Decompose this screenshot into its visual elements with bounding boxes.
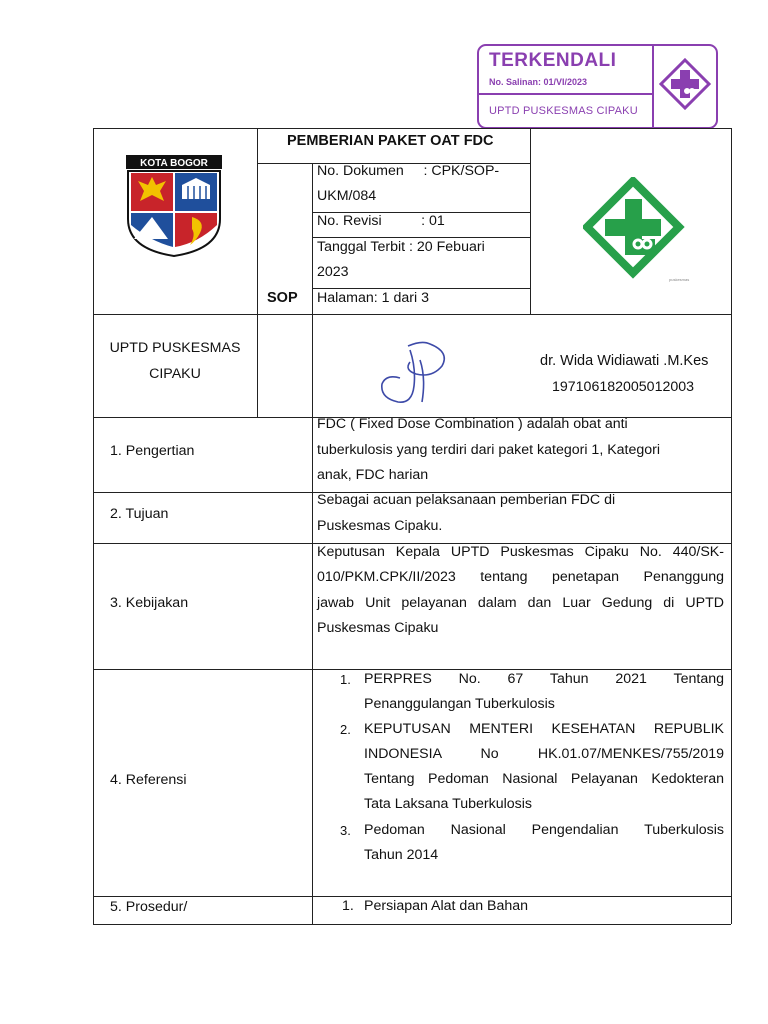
prosedur-item1-text: Persiapan Alat dan Bahan (364, 898, 529, 914)
pengertian-line1: FDC ( Fixed Dose Combination ) adalah obat anti (317, 416, 628, 432)
organization-name-line2: CIPAKU (149, 366, 201, 382)
stamp-copy-number: No. Salinan: 01/VI/2023 (489, 77, 588, 87)
section-prosedur-label: 5. Prosedur/ (110, 899, 188, 915)
prosedur-item1-number: 1. (342, 898, 354, 914)
referensi-item2-line1: KEPUTUSAN MENTERI KESEHATAN REPUBLIK (364, 721, 724, 737)
header-col-divider-1 (257, 128, 258, 417)
signer-name: dr. Wida Widiawati .M.Kes (540, 353, 709, 369)
referensi-item3-line1: Pedoman Nasional Pengendalian Tuberkulosis (364, 822, 724, 838)
stamp-divider-vertical (652, 46, 654, 127)
controlled-stamp (477, 44, 718, 129)
referensi-item2-line2: INDONESIA No HK.01.07/MENKES/755/2019 (364, 746, 724, 762)
kebijakan-line3: jawab Unit pelayanan dalam dan Luar Gedung di UPTD (317, 595, 724, 611)
referensi-item2-number: 2. (340, 722, 351, 737)
section-pengertian-label: 1. Pengertian (110, 443, 195, 459)
tujuan-line2: Puskesmas Cipaku. (317, 518, 443, 534)
issue-date-line1: Tanggal Terbit : 20 Febuari (317, 239, 485, 255)
puskesmas-logo-caption: puskesmas (669, 277, 690, 282)
pengertian-line2: tuberkulosis yang terdiri dari paket kategori 1, Kategori (317, 442, 661, 458)
section-referensi-label: 4. Referensi (110, 772, 187, 788)
kebijakan-line1: Keputusan Kepala UPTD Puskesmas Cipaku No. 440/SK- (317, 544, 724, 560)
referensi-item3-line2: Tahun 2014 (364, 847, 439, 863)
puskesmas-stamp-logo-icon (659, 58, 711, 110)
pengertian-line3: anak, FDC harian (317, 467, 429, 483)
table-border-bottom (93, 924, 731, 925)
referensi-item1-line2: Penanggulangan Tuberkulosis (364, 696, 555, 712)
logo-row-divider (93, 314, 731, 315)
stamp-title: TERKENDALI (489, 50, 617, 71)
signature-image (370, 338, 470, 410)
referensi-item1-line1: PERPRES No. 67 Tahun 2021 Tentang (364, 671, 724, 687)
revision-number: No. Revisi : 01 (317, 213, 445, 229)
issue-date-line2: 2023 (317, 264, 349, 280)
table-border-top (93, 128, 731, 129)
referensi-item3-number: 3. (340, 823, 351, 838)
table-border-left (93, 128, 94, 924)
stamp-divider (479, 93, 652, 95)
document-title: PEMBERIAN PAKET OAT FDC (287, 133, 494, 149)
organization-name-line1: UPTD PUSKESMAS (109, 340, 241, 356)
table-border-right (731, 128, 732, 924)
document-number-line1: No. Dokumen : CPK/SOP- (317, 163, 500, 179)
header-col-divider-2 (312, 163, 313, 417)
kebijakan-line4: Puskesmas Cipaku (317, 620, 439, 636)
stamp-unit-name: UPTD PUSKESMAS CIPAKU (489, 105, 638, 117)
section-tujuan-label: 2. Tujuan (110, 506, 169, 522)
emblem-city-label: KOTA BOGOR (140, 158, 208, 169)
sop-label: SOP (267, 290, 298, 306)
referensi-item2-line4: Tata Laksana Tuberkulosis (364, 796, 532, 812)
kebijakan-line2: 010/PKM.CPK/II/2023 tentang penetapan Penanggung (317, 569, 724, 585)
content-col-divider (312, 417, 313, 924)
signer-nip: 197106182005012003 (552, 379, 695, 395)
header-col-divider-3 (530, 128, 531, 314)
kota-bogor-emblem-icon (126, 155, 222, 257)
document-number-line2: UKM/084 (317, 188, 377, 204)
referensi-item1-number: 1. (340, 672, 351, 687)
tujuan-line1: Sebagai acuan pelaksanaan pemberian FDC di (317, 492, 616, 508)
puskesmas-logo-icon (583, 177, 693, 287)
section-kebijakan-label: 3. Kebijakan (110, 595, 189, 611)
referensi-item2-line3: Tentang Pedoman Nasional Pelayanan Kedokteran (364, 771, 724, 787)
page-number: Halaman: 1 dari 3 (317, 290, 429, 306)
